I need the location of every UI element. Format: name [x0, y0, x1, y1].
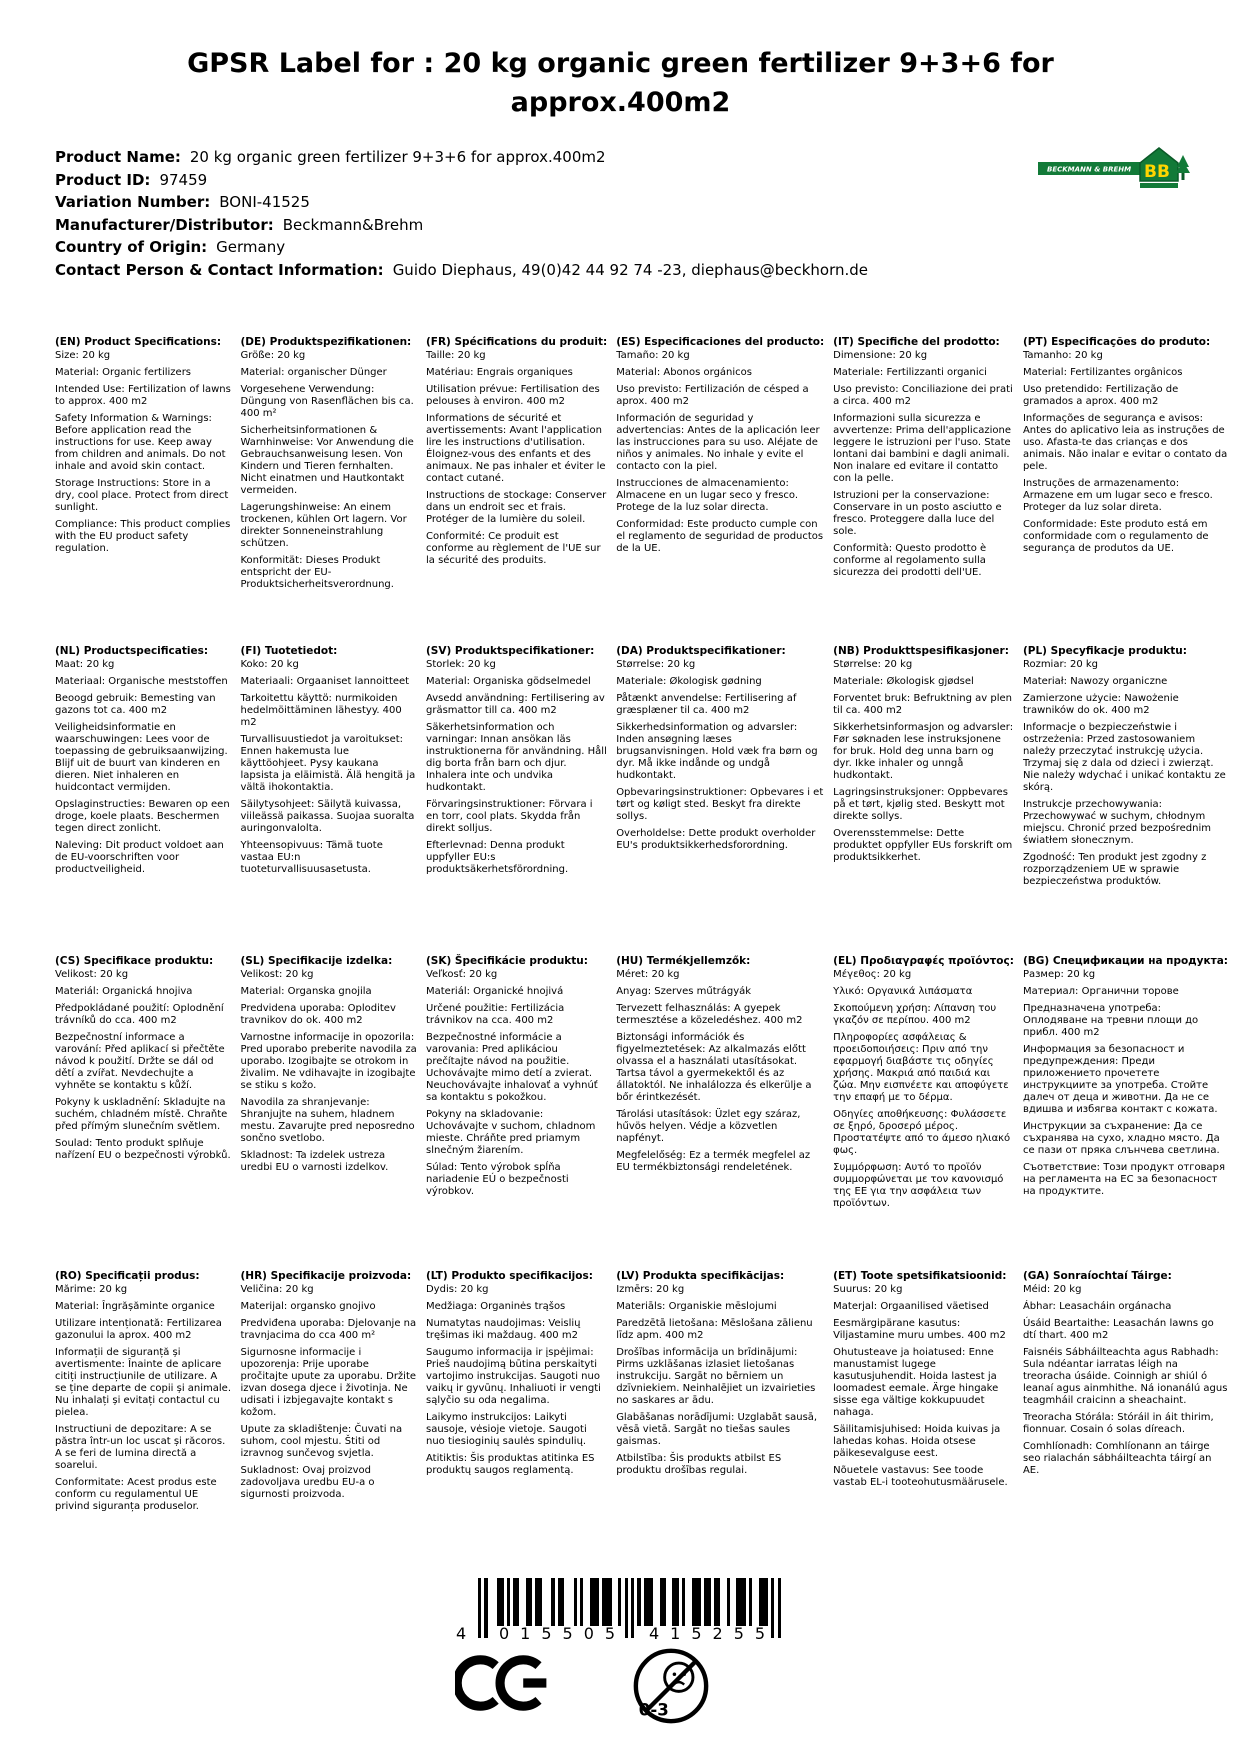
spec-paragraph: Biztonsági információk és figyelmeztetések: Az alkalmazás előtt olvassa el a használati utasításokat. Tartsa távol a gyermekektől és az állatoktól. Ne inhalálozza és elkerülje a bőr érintkezését.	[616, 1032, 812, 1103]
spec-paragraph: Μέγεθος: 20 kg	[833, 969, 912, 980]
spec-paragraph: Safety Information & Warnings: Before application read the instructions for use. Keep away from children and animals. Do not inhale and avoid skin contact.	[55, 413, 226, 472]
spec-paragraph: Určené použitie: Fertilizácia trávnikov na cca. 400 m2	[425, 1003, 565, 1026]
spec-paragraph: Istruzioni per la conservazione: Conservare in un posto asciutto e fresco. Proteggere dalla luce del sole.	[833, 490, 1002, 537]
spec-paragraph: Предназначена употреба: Оплодяване на тревни площи до прибл. 400 m2	[1022, 1003, 1199, 1038]
spec-paragraph: Conformidad: Este producto cumple con el reglamento de seguridad de productos de la UE.	[616, 519, 824, 554]
spec-paragraph: Overensstemmelse: Dette produktet oppfyller EUs forskrift om produktsikkerhet.	[833, 828, 1013, 863]
spec-paragraph: Materijal: organsko gnojivo	[240, 1301, 376, 1312]
spec-heading: (NL) Productspecificaties:	[55, 645, 209, 657]
info-row-country-of-origin	[55, 236, 868, 259]
spec-paragraph: Instructiuni de depozitare: A se păstra într-un loc uscat și răcoros. A se feri de lumina directă a soarelui.	[55, 1424, 226, 1471]
spec-block-hu	[616, 955, 824, 1270]
field-label: Product Name:	[55, 148, 181, 166]
spec-block-fr	[426, 336, 607, 645]
spec-paragraph: Størrelse: 20 kg	[833, 659, 913, 670]
spec-paragraph: Размер: 20 kg	[1022, 969, 1096, 980]
spec-paragraph: Konformität: Dieses Produkt entspricht der EU-Produktsicherheitsverordnung.	[240, 555, 394, 590]
spec-paragraph: Sigurnosne informacije i upozorenja: Prije uporabe pročitajte upute za uporabu. Držite izvan dosega djece i životinja. Ne udisati i izbjegavajte kontakt s kožom.	[240, 1347, 417, 1418]
spec-paragraph: Dydis: 20 kg	[425, 1284, 489, 1295]
spec-block-nl	[55, 645, 231, 955]
spec-paragraph: Varnostne informacije in opozorila: Pred uporabo preberite navodila za uporabo. Izogibajte se otrokom in živalim. Ne vdihavajte in izogibajte se stiku s kožo.	[240, 1032, 417, 1091]
spec-heading: (ET) Toote spetsifikatsioonid:	[833, 1270, 1007, 1282]
spec-paragraph: Mărime: 20 kg	[55, 1284, 128, 1295]
spec-paragraph: Información de seguridad y advertencias: Antes de la aplicación leer las instrucciones para su uso. Aléjate de niños y animales. No inhale y evite el contacto con la piel.	[616, 413, 820, 472]
spec-heading: (FR) Spécifications du produit:	[425, 336, 608, 348]
spec-heading: (HU) Termékjellemzők:	[616, 955, 751, 967]
spec-paragraph: Material: Organic fertilizers	[55, 367, 192, 378]
spec-paragraph: Overholdelse: Dette produkt overholder EU's produktsikkerhedsforordning.	[616, 828, 816, 851]
spec-block-da	[616, 645, 824, 955]
spec-block-es	[616, 336, 824, 645]
spec-paragraph: Lagringsinstruksjoner: Oppbevares på et tørt, kjølig sted. Beskytt mot direkte sollys.	[833, 787, 1008, 822]
spec-paragraph: Velikost: 20 kg	[55, 969, 129, 980]
spec-paragraph: Съответствие: Този продукт отговаря на регламента на ЕС за безопасност на продуктите.	[1022, 1162, 1226, 1197]
spec-paragraph: Matériau: Engrais organiques	[425, 367, 573, 378]
spec-heading: (SK) Špecifikácie produktu:	[425, 955, 588, 967]
spec-paragraph: Medžiaga: Organinės trąšos	[425, 1301, 566, 1312]
spec-paragraph: Materiaal: Organische meststoffen	[55, 676, 228, 687]
spec-paragraph: Förvaringsinstruktioner: Förvara i en torr, cool plats. Skydda från direkt solljus.	[425, 799, 593, 834]
spec-paragraph: Paredzētā lietošana: Mēslošana zālienu līdz apm. 400 m2	[616, 1318, 813, 1341]
spec-paragraph: Veľkosť: 20 kg	[425, 969, 498, 980]
spec-paragraph: Avsedd användning: Fertilisering av gräsmattor till ca. 400 m2	[425, 693, 605, 716]
spec-paragraph: Maat: 20 kg	[55, 659, 115, 670]
spec-paragraph: Materiale: Økologisk gjødsel	[833, 676, 974, 687]
spec-block-pl	[1023, 645, 1228, 955]
field-label: Product ID:	[55, 170, 151, 189]
spec-paragraph: Dimensione: 20 kg	[833, 350, 928, 361]
spec-paragraph: Sukladnost: Ovaj proizvod zadovoljava uredbu EU-a o sigurnosti proizvoda.	[240, 1465, 375, 1500]
spec-block-nb	[833, 645, 1014, 955]
spec-paragraph: Pokyny na skladovanie: Uchovávajte v suchom, chladnom mieste. Chráňte pred priamym slnečným žiarením.	[425, 1109, 596, 1156]
spec-paragraph: Storlek: 20 kg	[425, 659, 496, 670]
brand-name-text: BECKMANN & BREHM	[1047, 165, 1132, 174]
spec-paragraph: Súlad: Tento výrobok spĺňa nariadenie EÚ o bezpečnosti výrobkov.	[425, 1162, 569, 1197]
spec-paragraph: Méret: 20 kg	[616, 969, 680, 980]
spec-block-lt	[426, 1270, 607, 1518]
spec-heading: (GA) Sonraíochtaí Táirge:	[1022, 1270, 1172, 1282]
spec-paragraph: Påtænkt anvendelse: Fertilisering af græsplæner til ca. 400 m2	[616, 693, 797, 716]
spec-heading: (BG) Спецификации на продукта:	[1022, 955, 1228, 967]
info-row-contact	[55, 259, 868, 282]
spec-block-cs	[55, 955, 231, 1270]
spec-paragraph: Yhteensopivuus: Tämä tuote vastaa EU:n tuoteturvallisuusasetusta.	[240, 840, 383, 875]
info-row-manufacturer	[55, 214, 868, 237]
age-warning-icon	[630, 1644, 712, 1732]
spec-heading: (HR) Specifikacije proizvoda:	[240, 1270, 412, 1282]
spec-heading: (DE) Produktspezifikationen:	[240, 336, 412, 348]
spec-block-el	[833, 955, 1014, 1270]
page-title: GPSR Label for : 20 kg organic green fertilizer 9+3+6 for approx.400m2	[187, 48, 1054, 119]
spec-paragraph: Υλικό: Οργανικά λιπάσματα	[833, 986, 973, 997]
field-value: BONI-41525	[219, 193, 310, 211]
spec-paragraph: Materiaali: Orgaaniset lannoitteet	[240, 676, 410, 687]
spec-paragraph: Koko: 20 kg	[240, 659, 299, 670]
spec-block-sl	[240, 955, 417, 1270]
spec-paragraph: Lagerungshinweise: An einem trockenen, kühlen Ort lagern. Vor direkter Sonneneinstrahlung schützen.	[240, 502, 407, 549]
spec-paragraph: Conformitate: Acest produs este conform cu regulamentul UE privind siguranța produselor.	[55, 1477, 217, 1512]
spec-paragraph: Uso pretendido: Fertilização de gramados a aprox. 400 m2	[1022, 384, 1179, 407]
spec-paragraph: Zamierzone użycie: Nawożenie trawników do ok. 400 m2	[1022, 693, 1179, 716]
spec-paragraph: Megfelelőség: Ez a termék megfelel az EU termékbiztonsági rendeletének.	[616, 1150, 811, 1173]
spec-paragraph: Инструкции за съхранение: Да се съхранява на сухо, хладно място. Да се пази от пряка слънчева светлина.	[1022, 1121, 1220, 1156]
beckmann-brehm-logo	[1038, 146, 1190, 200]
spec-paragraph: Utilisation prévue: Fertilisation des pelouses à environ. 400 m2	[425, 384, 600, 407]
spec-paragraph: Material: Abonos orgánicos	[616, 367, 752, 378]
spec-paragraph: Drošības informācija un brīdinājumi: Pirms uzklāšanas izlasiet lietošanas instrukciju. Sargāt no bērniem un dzīvniekiem. Neinhalējiet un izvairieties no saskares ar ādu.	[616, 1347, 816, 1406]
spec-paragraph: Größe: 20 kg	[240, 350, 306, 361]
spec-heading: (EN) Product Specifications:	[55, 336, 222, 348]
spec-paragraph: Tárolási utasítások: Üzlet egy száraz, hűvös helyen. Védje a közvetlen napfényt.	[616, 1109, 801, 1144]
spec-paragraph: Efterlevnad: Denna produkt uppfyller EU:s produktsäkerhetsförordning.	[425, 840, 569, 875]
spec-paragraph: Sikkerhedsinformation og advarsler: Inden ansøgning læses brugsanvisningen. Hold væk fra børn og dyr. Må ikke indånde og undgå hudkontakt.	[616, 722, 818, 781]
spec-paragraph: Soulad: Tento produkt splňuje nařízení EU o bezpečnosti výrobků.	[55, 1138, 231, 1161]
spec-paragraph: Πληροφορίες ασφάλειας & προειδοποιήσεις: Πριν από την εφαρμογή διαβάστε τις οδηγίες χρήσης. Μακριά από παιδιά και ζώα. Μην εισπνέετε και αποφύγετε την επαφή με το δέρμα.	[833, 1032, 1009, 1103]
field-value: Beckmann&Brehm	[282, 215, 424, 234]
spec-paragraph: Materjal: Orgaanilised väetised	[833, 1301, 989, 1312]
spec-block-sk	[426, 955, 607, 1270]
spec-paragraph: Glabāšanas norādījumi: Uzglabāt sausā, vēsā vietā. Sargāt no tiešas saules gaismas.	[616, 1412, 818, 1447]
spec-paragraph: Veličina: 20 kg	[240, 1284, 314, 1295]
spec-paragraph: Bezpečnostné informácie a varovania: Pred aplikáciou prečítajte návod na použitie. Uchovávajte mimo detí a zvierat. Neuchovávajte inhalovať a vyhnúť sa kontaktu s pokožkou.	[425, 1032, 598, 1103]
spec-paragraph: Úsáid Beartaithe: Leasachán lawns go dtí thart. 400 m2	[1022, 1318, 1214, 1341]
spec-heading: (SV) Produktspecifikationer:	[425, 645, 595, 657]
spec-paragraph: Material: Organiska gödselmedel	[425, 676, 591, 687]
spec-paragraph: Säilitamisjuhised: Hoida kuivas ja lahedas kohas. Hoida otsese päikesevalguse eest.	[833, 1424, 1001, 1459]
spec-heading: (IT) Specifiche del prodotto:	[833, 336, 1000, 348]
field-value: Germany	[216, 238, 286, 256]
spec-paragraph: Conformidade: Este produto está em conformidade com o regulamento de segurança de produtos da UE.	[1022, 519, 1209, 554]
info-row-product-name	[55, 146, 868, 169]
spec-block-ro	[55, 1270, 231, 1518]
spec-paragraph: Upute za skladištenje: Čuvati na suhom, cool mjestu. Štiti od izravnog sunčevog svjetla.	[240, 1424, 403, 1459]
spec-paragraph: Rozmiar: 20 kg	[1022, 659, 1098, 670]
field-value: 97459	[159, 170, 208, 189]
spec-paragraph: Predvidena uporaba: Oploditev travnikov do ok. 400 m2	[240, 1003, 396, 1026]
brand-monogram-text: BB	[1144, 162, 1170, 182]
spec-paragraph: Størrelse: 20 kg	[616, 659, 696, 670]
spec-paragraph: Taille: 20 kg	[425, 350, 486, 361]
spec-paragraph: Informacje o bezpieczeństwie i ostrzeżenia: Przed zastosowaniem należy przeczytać instrukcję użycia. Trzymaj się z dala od dzieci i zwierząt. Nie należy wdychać i unikać kontaktu ze skórą.	[1022, 722, 1226, 793]
spec-paragraph: Σκοπούμενη χρήση: Λίπανση του γκαζόν σε περίπου. 400 m2	[833, 1003, 997, 1026]
barcode-right-digits: 415255	[649, 1624, 777, 1643]
spec-paragraph: Material: Fertilizantes orgânicos	[1022, 367, 1183, 378]
spec-paragraph: Informazioni sulla sicurezza e avvertenze: Prima dell'applicazione leggere le istruzioni per l'uso. State lontani dai bambini e dagli animali. Non inalare ed evitare il contatto con la pelle.	[833, 413, 1011, 484]
spec-paragraph: Materiał: Nawozy organiczne	[1022, 676, 1168, 687]
spec-paragraph: Materiál: Organické hnojivá	[425, 986, 564, 997]
info-row-product-id	[55, 169, 868, 192]
spec-paragraph: Uso previsto: Conciliazione dei prati a circa. 400 m2	[833, 384, 1013, 407]
field-label: Variation Number:	[55, 193, 211, 211]
spec-block-de	[240, 336, 417, 645]
spec-paragraph: Conformità: Questo prodotto è conforme al regolamento sulla sicurezza dei prodotti dell'UE.	[833, 543, 987, 578]
spec-paragraph: Информация за безопасност и предупреждения: Преди приложението прочетете инструкциите за употреба. Стойте далеч от деца и животни. Да не се вдишва и избягва контакт с кожата.	[1022, 1044, 1218, 1115]
spec-paragraph: Atitiktis: Šis produktas atitinka ES produktų saugos reglamentą.	[425, 1453, 595, 1476]
spec-heading: (LV) Produkta specifikācijas:	[616, 1270, 785, 1282]
spec-paragraph: Tervezett felhasználás: A gyepek termesztése a közeledéshez. 400 m2	[616, 1003, 803, 1026]
spec-paragraph: Sikkerhetsinformasjon og advarsler: Før søknaden lese instruksjonene for bruk. Hold deg unna barn og dyr. Ikke inhaler og unngå hudkontakt.	[833, 722, 1014, 781]
spec-paragraph: Instrukcje przechowywania: Przechowywać w suchym, chłodnym miejscu. Chronić przed bezpośrednim światłem słonecznym.	[1022, 799, 1211, 846]
spec-heading: (LT) Produkto specifikacijos:	[425, 1270, 593, 1282]
spec-paragraph: Instructions de stockage: Conserver dans un endroit sec et frais. Protéger de la lumière du soleil.	[425, 490, 607, 525]
spec-paragraph: Storage Instructions: Store in a dry, cool place. Protect from direct sunlight.	[55, 478, 229, 513]
spec-paragraph: Материал: Органични торове	[1022, 986, 1179, 997]
spec-paragraph: Materiale: Økologisk gødning	[616, 676, 762, 687]
field-label: Contact Person & Contact Information:	[55, 260, 384, 279]
spec-paragraph: Conformité: Ce produit est conforme au règlement de l'UE sur la sécurité des produits.	[425, 531, 601, 566]
spec-block-sv	[426, 645, 607, 955]
spec-paragraph: Bezpečnostní informace a varování: Před aplikací si přečtěte návod k použití. Držte se dál od dětí a zvířat. Nevdechujte a vyhněte se kontaktu s kůží.	[55, 1032, 225, 1091]
spec-paragraph: Saugumo informacija ir įspėjimai: Prieš naudojimą būtina perskaityti vartojimo instrukcijas. Saugoti nuo vaikų ir gyvūnų. Inhaliuoti ir vengti sąlyčio su oda negalima.	[425, 1347, 601, 1406]
spec-block-bg	[1023, 955, 1228, 1270]
spec-paragraph: Materiāls: Organiskie mēslojumi	[616, 1301, 777, 1312]
barcode-left-digits: 015505	[499, 1624, 627, 1643]
spec-paragraph: Méid: 20 kg	[1022, 1284, 1082, 1295]
spec-paragraph: Opbevaringsinstruktioner: Opbevares i et tørt og køligt sted. Beskyt fra direkte sollys.	[616, 787, 824, 822]
spec-heading: (NB) Produkttspesifikasjoner:	[833, 645, 1009, 657]
spec-block-en	[55, 336, 231, 645]
age-range-text: 0-3	[638, 1700, 669, 1720]
spec-paragraph: Instrucciones de almacenamiento: Almacene en un lugar seco y fresco. Protege de la luz solar directa.	[616, 478, 799, 513]
spec-paragraph: Tarkoitettu käyttö: nurmikoiden hedelmöittäminen lähestyy. 400 m2	[240, 693, 402, 728]
spec-paragraph: Ohutusteave ja hoiatused: Enne manustamist lugege kasutusjuhendit. Hoida lastest ja loomadest eemale. Ärge hingake sisse ega vältige kokkupuudet nahaga.	[833, 1347, 999, 1418]
spec-paragraph: Turvallisuustiedot ja varoitukset: Ennen hakemusta lue käyttöohjeet. Pysy kaukana lapsista ja eläimistä. Älä hengitä ja vältä ihokontaktia.	[240, 734, 416, 793]
spec-paragraph: Beoogd gebruik: Bemesting van gazons tot ca. 400 m2	[55, 693, 216, 716]
spec-heading: (PL) Specyfikacje produktu:	[1022, 645, 1187, 657]
spec-paragraph: Size: 20 kg	[55, 350, 111, 361]
spec-paragraph: Opslaginstructies: Bewaren op een droge, koele plaats. Beschermen tegen direct zonlicht.	[55, 799, 230, 834]
spec-block-fi	[240, 645, 417, 955]
spec-paragraph: Skladnost: Ta izdelek ustreza uredbi EU o varnosti izdelkov.	[240, 1150, 389, 1173]
spec-paragraph: Οδηγίες αποθήκευσης: Φυλάσσετε σε ξηρό, δροσερό μέρος. Προστατέψτε από το άμεσο ηλιακό φως.	[833, 1109, 1011, 1156]
spec-paragraph: Material: Organska gnojila	[240, 986, 372, 997]
spec-block-it	[833, 336, 1014, 645]
spec-paragraph: Předpokládané použití: Oplodnění trávníků do cca. 400 m2	[55, 1003, 224, 1026]
spec-paragraph: Informations de sécurité et avertissements: Avant l'application lire les instructions d'utilisation. Éloignez-vous des enfants et des animaux. Ne pas inhaler et éviter le contact cutané.	[425, 413, 606, 484]
spec-paragraph: Suurus: 20 kg	[833, 1284, 903, 1295]
spec-paragraph: Informații de siguranță și avertismente: Înainte de aplicare citiți instrucțiunile de utilizare. A se ține departe de copii și animale. Nu inhalați și evitați contactul cu pielea.	[55, 1347, 232, 1418]
spec-paragraph: Anyag: Szerves műtrágyák	[616, 986, 752, 997]
spec-paragraph: Sicherheitsinformationen & Warnhinweise: Vor Anwendung die Gebrauchsanweisung lesen. Von Kindern und Tieren fernhalten. Nicht einatmen und Hautkontakt vermeiden.	[240, 425, 414, 496]
spec-block-lv	[616, 1270, 824, 1518]
spec-heading: (FI) Tuotetiedot:	[240, 645, 338, 657]
spec-paragraph: Forventet bruk: Befruktning av plen til ca. 400 m2	[833, 693, 1012, 716]
spec-paragraph: Materiál: Organická hnojiva	[55, 986, 193, 997]
field-label: Country of Origin:	[55, 238, 208, 256]
spec-paragraph: Pokyny k uskladnění: Skladujte na suchém, chladném místě. Chraňte před přímým slunečním světlem.	[55, 1097, 228, 1132]
spec-paragraph: Utilizare intenționată: Fertilizarea gazonului la aprox. 400 m2	[55, 1318, 222, 1341]
spec-paragraph: Compliance: This product complies with the EU product safety regulation.	[55, 519, 231, 554]
spec-paragraph: Tamanho: 20 kg	[1022, 350, 1103, 361]
spec-heading: (SL) Specifikacije izdelka:	[240, 955, 393, 967]
barcode-system-digit: 4	[456, 1624, 467, 1643]
spec-paragraph: Numatytas naudojimas: Veislių tręšimas iki maždaug. 400 m2	[425, 1318, 581, 1341]
spec-paragraph: Izmērs: 20 kg	[616, 1284, 685, 1295]
spec-paragraph: Materiale: Fertilizzanti organici	[833, 367, 987, 378]
spec-paragraph: Faisnéis Sábháilteachta agus Rabhadh: Sula ndéantar iarratas léigh na treoracha úsáide. Coinnigh ar shiúl ó leanaí agus ainmhithe. Ná ionanálú agus teagmháil craicinn a sheachaint.	[1022, 1347, 1228, 1406]
spec-paragraph: Vorgesehene Verwendung: Düngung von Rasenflächen bis ca. 400 m²	[240, 384, 414, 419]
spec-paragraph: Tamaño: 20 kg	[616, 350, 690, 361]
field-value: Guido Diephaus, 49(0)42 44 92 74 -23, diephaus@beckhorn.de	[392, 260, 869, 279]
spec-paragraph: Laikymo instrukcijos: Laikyti sausoje, vėsioje vietoje. Saugoti nuo tiesioginių saulės spindulių.	[425, 1412, 587, 1447]
spec-paragraph: Comhlíonadh: Comhlíonann an táirge seo rialachán sábháilteachta táirgí an AE.	[1022, 1441, 1212, 1476]
spec-block-et	[833, 1270, 1014, 1518]
spec-heading: (EL) Προδιαγραφές προϊόντος:	[833, 955, 1014, 967]
spec-heading: (ES) Especificaciones del producto:	[616, 336, 825, 348]
spec-paragraph: Instruções de armazenamento: Armazene em um lugar seco e fresco. Proteger da luz solar direta.	[1022, 478, 1213, 513]
ean-barcode	[452, 1578, 782, 1660]
spec-paragraph: Informações de segurança e avisos: Antes do aplicativo leia as instruções de uso. Afasta-te das crianças e dos animais. Não inalar e evitar o contato da pele.	[1022, 413, 1228, 472]
spec-block-ga	[1023, 1270, 1228, 1518]
spec-block-hr	[240, 1270, 417, 1518]
spec-paragraph: Säilytysohjeet: Säilytä kuivassa, viileässä paikassa. Suojaa suoralta auringonvalolta.	[240, 799, 415, 834]
info-row-variation-number	[55, 191, 868, 214]
spec-paragraph: Navodila za shranjevanje: Shranjujte na suhem, hladnem mestu. Zavarujte pred neposredno sončno svetlobo.	[240, 1097, 415, 1144]
spec-paragraph: Naleving: Dit product voldoet aan de EU-voorschriften voor productveiligheid.	[55, 840, 224, 875]
spec-paragraph: Treoracha Stórála: Stóráil in áit thirim, fionnuar. Cosain ó solas díreach.	[1022, 1412, 1214, 1435]
spec-heading: (PT) Especificações do produto:	[1022, 336, 1211, 348]
field-label: Manufacturer/Distributor:	[55, 215, 274, 234]
spec-heading: (CS) Specifikace produktu:	[55, 955, 214, 967]
spec-paragraph: Ábhar: Leasacháin orgánacha	[1022, 1301, 1172, 1312]
spec-paragraph: Atbilstība: Šis produkts atbilst ES produktu drošības regulai.	[616, 1453, 782, 1476]
spec-paragraph: Intended Use: Fertilization of lawns to approx. 400 m2	[55, 384, 231, 407]
spec-heading: (DA) Produktspecifikationer:	[616, 645, 786, 657]
spec-paragraph: Material: Îngrășăminte organice	[55, 1301, 215, 1312]
spec-paragraph: Nõuetele vastavus: See toode vastab EL-i tooteohutusmäärusele.	[833, 1465, 1008, 1488]
spec-block-pt	[1023, 336, 1228, 645]
field-value: 20 kg organic green fertilizer 9+3+6 for approx.400m2	[189, 148, 606, 166]
spec-paragraph: Eesmärgipärane kasutus: Viljastamine muru umbes. 400 m2	[833, 1318, 1006, 1341]
ce-mark-icon	[455, 1650, 550, 1720]
spec-paragraph: Veiligheidsinformatie en waarschuwingen: Lees voor de toepassing de gebruiksaanwijzing. Blijf uit de buurt van kinderen en dieren. Niet inhaleren en huidcontact vermijden.	[55, 722, 228, 793]
spec-paragraph: Zgodność: Ten produkt jest zgodny z rozporządzeniem UE w sprawie bezpieczeństwa produktów.	[1022, 852, 1207, 887]
spec-heading: (RO) Specificații produs:	[55, 1270, 200, 1282]
product-info	[55, 146, 868, 281]
spec-paragraph: Uso previsto: Fertilización de césped a aprox. 400 m2	[616, 384, 809, 407]
spec-paragraph: Predviđena uporaba: Djelovanje na travnjacima do cca 400 m²	[240, 1318, 417, 1341]
spec-grid	[55, 336, 1228, 1518]
spec-paragraph: Säkerhetsinformation och varningar: Innan ansökan läs instruktionerna för användning. Håll dig borta från barn och djur. Inhalera inte och undvika hudkontakt.	[425, 722, 607, 793]
brand-logo-icon	[1038, 146, 1190, 200]
spec-paragraph: Material: organischer Dünger	[240, 367, 387, 378]
spec-paragraph: Συμμόρφωση: Αυτό το προϊόν συμμορφώνεται με τον κανονισμό της ΕΕ για την ασφάλεια των προϊόντων.	[833, 1162, 1004, 1209]
spec-paragraph: Velikost: 20 kg	[240, 969, 314, 980]
